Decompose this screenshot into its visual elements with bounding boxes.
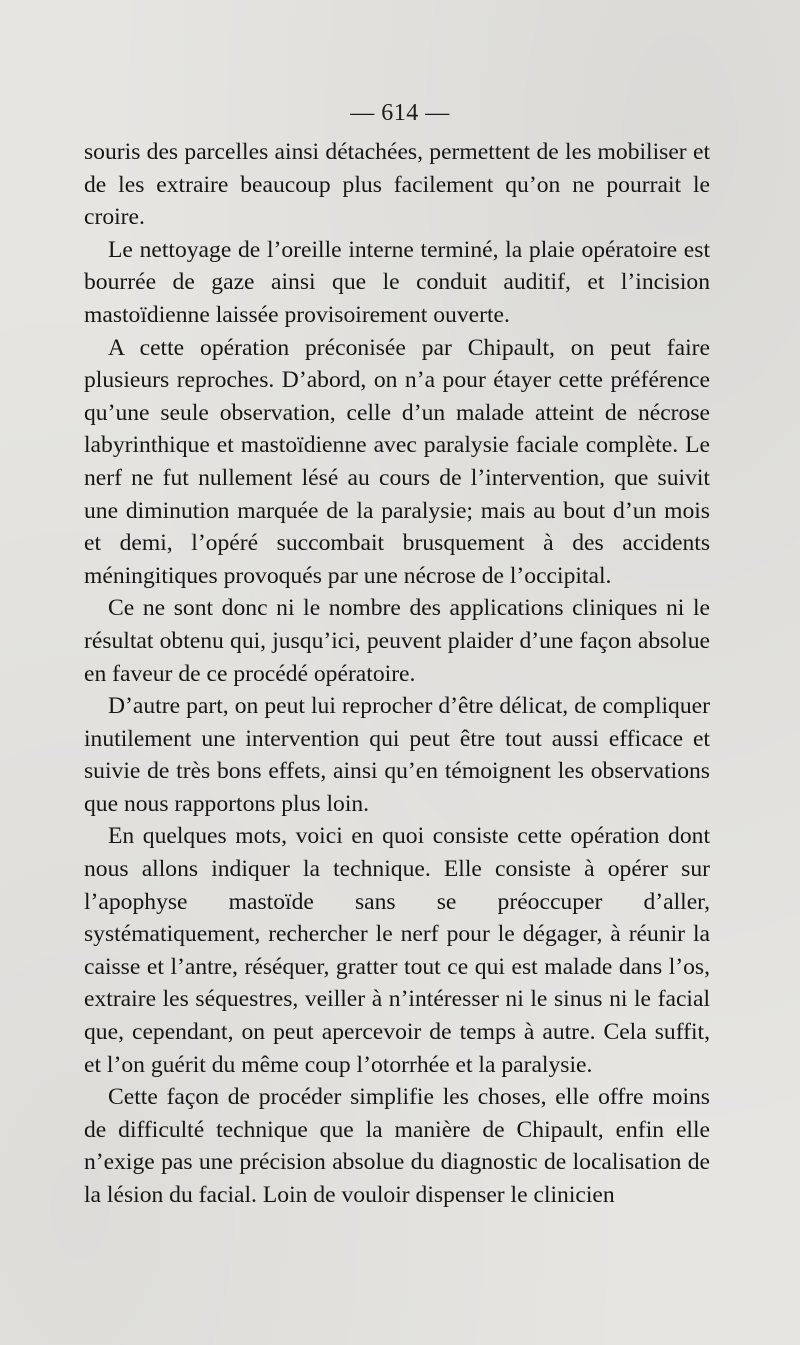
paragraph-5: D’autre part, on peut lui reprocher d’être délicat, de compliquer inutilement une intervention qui peut être tout aussi efficace et suivie de très bons effets, ainsi qu’en témoignent les observations que nous rapportons plus loin. xyxy=(84,693,710,817)
paragraph-1: souris des parcelles ainsi détachées, permettent de les mobiliser et de les extraire beaucoup plus facilement qu’on ne pourrait le croire. xyxy=(84,139,710,231)
paragraph-3: A cette opération préconisée par Chipault, on peut faire plusieurs reproches. D’abord, on n’a pour étayer cette préférence qu’une seule observation, celle d’un malade atteint de nécrose labyrinthique et mastoïdienne avec paralysie faciale complète. Le nerf ne fut nullement lésé au cours de l’intervention, que suivit une diminution marquée de la paralysie; mais au bout d’un mois et demi, l’opéré succombait brusquement à des accidents méningitiques provoqués par une nécrose de l’occipital. xyxy=(84,334,710,589)
paragraph-2: Le nettoyage de l’oreille interne terminé, la plaie opératoire est bourrée de gaze ainsi que le conduit auditif, et l’incision mastoïdienne laissée provisoirement ouverte. xyxy=(84,236,710,328)
paragraph-4: Ce ne sont donc ni le nombre des applications cliniques ni le résultat obtenu qui, jusqu’ici, peuvent plaider d’une façon absolue en faveur de ce procédé opératoire. xyxy=(84,595,710,687)
paragraph-6: En quelques mots, voici en quoi consiste cette opération dont nous allons indiquer la technique. Elle consiste à opérer sur l’apophyse mastoïde sans se préoccuper d’aller, systématiquement, rechercher le nerf pour le dégager, à réunir la caisse et l’antre, réséquer, gratter tout ce qui est malade dans l’os, extraire les séquestres, veiller à n’intéresser ni le sinus ni le facial que, cependant, on peut apercevoir de temps à autre. Cela suffit, et l’on guérit du même coup l’otorrhée et la paralysie. xyxy=(84,823,710,1078)
page-body-text xyxy=(84,136,710,1212)
page-number: — 614 — xyxy=(350,100,450,126)
paragraph-7: Cette façon de procéder simplifie les choses, elle offre moins de difficulté technique que la manière de Chipault, enfin elle n’exige pas une précision absolue du diagnostic de localisation de la lésion du facial. Loin de vouloir dispenser le clinicien xyxy=(84,1084,710,1208)
